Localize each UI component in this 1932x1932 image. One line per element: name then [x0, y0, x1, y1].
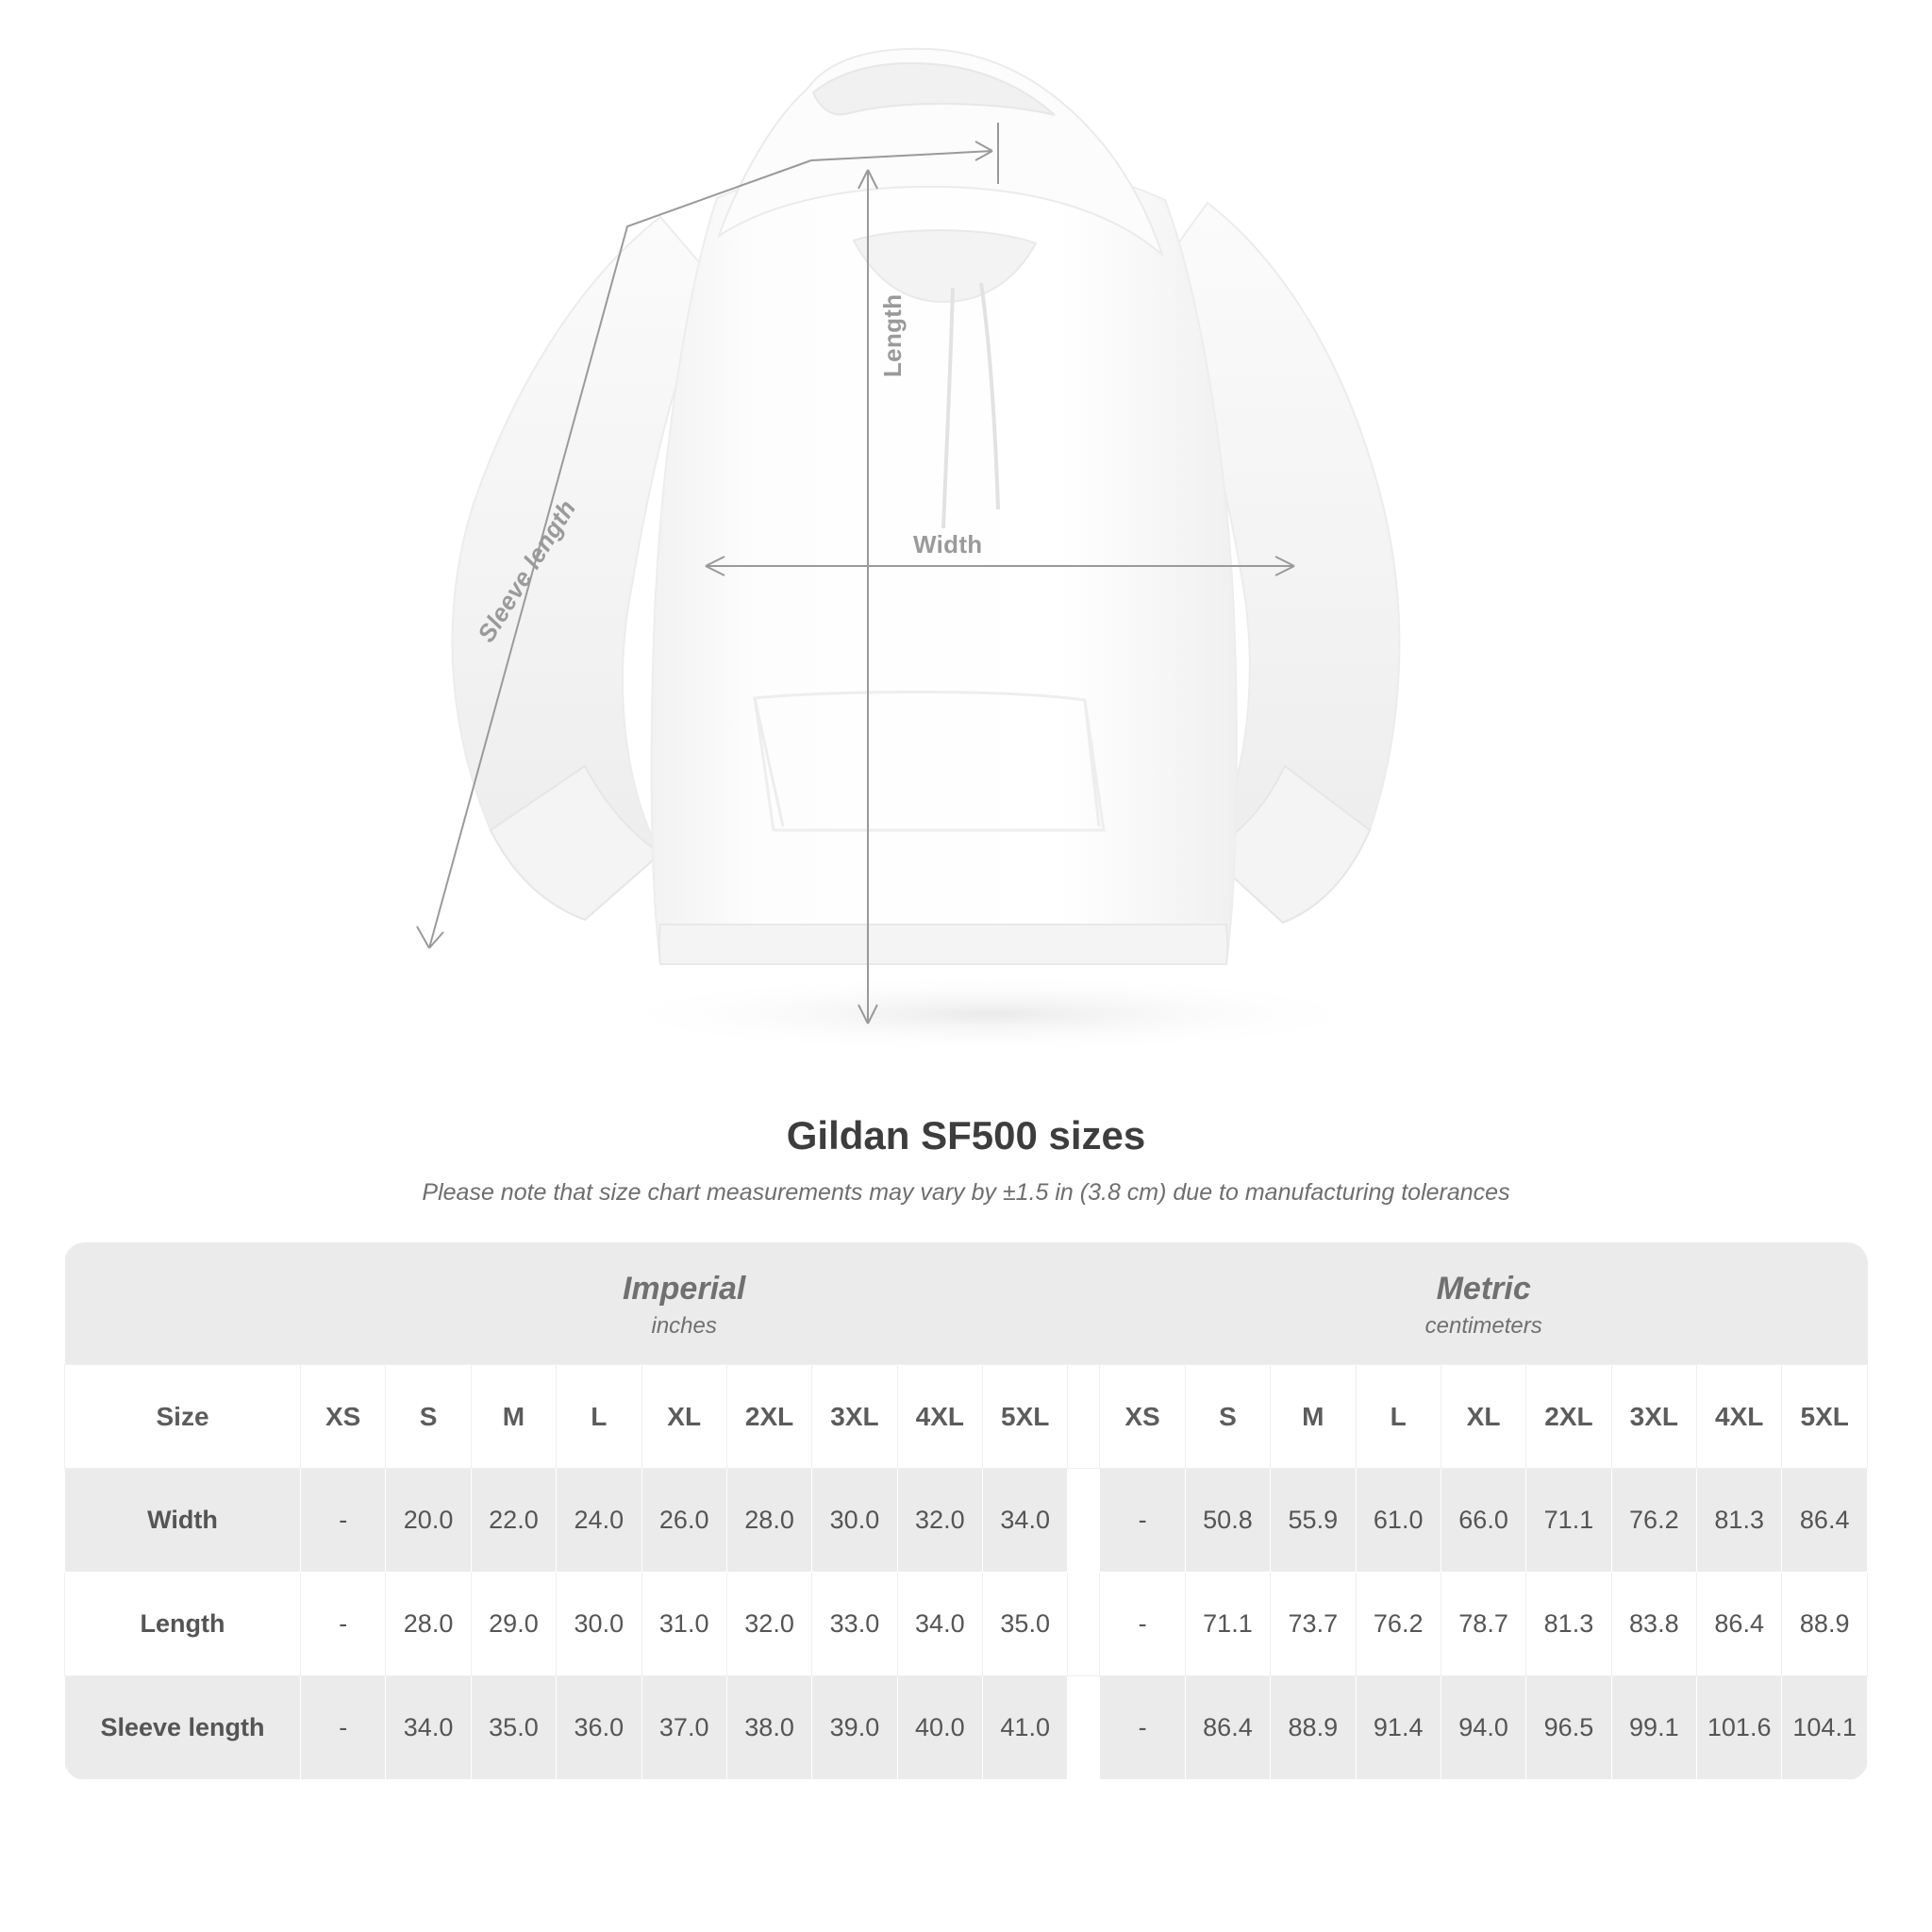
cell: 36.0 — [557, 1676, 641, 1780]
row-spacer — [1068, 1573, 1100, 1676]
cell: 37.0 — [641, 1676, 726, 1780]
size-header-row — [65, 1365, 1868, 1469]
cell: 26.0 — [641, 1469, 726, 1573]
cell: 71.1 — [1185, 1573, 1270, 1676]
cell: 34.0 — [386, 1676, 471, 1780]
cell: 22.0 — [471, 1469, 556, 1573]
row-label-width: Width — [65, 1469, 301, 1573]
cell: - — [1100, 1573, 1185, 1676]
length-dimension-label: Length — [878, 293, 907, 377]
cell: 30.0 — [812, 1469, 897, 1573]
cell: 34.0 — [897, 1573, 982, 1676]
cell: - — [1100, 1676, 1185, 1780]
cell: 99.1 — [1611, 1676, 1696, 1780]
cell: 81.3 — [1526, 1573, 1611, 1676]
cell: 41.0 — [983, 1676, 1068, 1780]
header-met-5xl: 5XL — [1782, 1365, 1868, 1469]
cell: 38.0 — [726, 1676, 811, 1780]
row-label-length: Length — [65, 1573, 301, 1676]
unit-header-row — [65, 1242, 1868, 1365]
header-met-m: M — [1271, 1365, 1356, 1469]
cell: 76.2 — [1611, 1469, 1696, 1573]
row-spacer — [1068, 1676, 1100, 1780]
unit-spacer-cell — [1068, 1242, 1100, 1365]
cell: 83.8 — [1611, 1573, 1696, 1676]
cell: 35.0 — [983, 1573, 1068, 1676]
cell: 29.0 — [471, 1573, 556, 1676]
header-imp-xs: XS — [301, 1365, 386, 1469]
cell: 91.4 — [1356, 1676, 1441, 1780]
header-imp-4xl: 4XL — [897, 1365, 982, 1469]
unit-imperial-sub: inches — [651, 1313, 717, 1340]
row-label-sleeve-length: Sleeve length — [65, 1676, 301, 1780]
cell: 94.0 — [1441, 1676, 1525, 1780]
size-table — [64, 1242, 1868, 1780]
cell: 55.9 — [1271, 1469, 1356, 1573]
sleeve-length-dimension-label: Sleeve length — [472, 494, 582, 647]
cell: 81.3 — [1697, 1469, 1782, 1573]
page-title: Gildan SF500 sizes — [786, 1113, 1146, 1158]
header-met-2xl: 2XL — [1526, 1365, 1611, 1469]
cell: 78.7 — [1441, 1573, 1525, 1676]
unit-imperial-cell — [301, 1242, 1068, 1365]
cell: 88.9 — [1271, 1676, 1356, 1780]
header-met-4xl: 4XL — [1697, 1365, 1782, 1469]
cell: 86.4 — [1782, 1469, 1868, 1573]
cell: 96.5 — [1526, 1676, 1611, 1780]
header-imp-s: S — [386, 1365, 471, 1469]
cell: 101.6 — [1697, 1676, 1782, 1780]
header-imp-3xl: 3XL — [812, 1365, 897, 1469]
cell: 32.0 — [726, 1573, 811, 1676]
header-imp-5xl: 5XL — [983, 1365, 1068, 1469]
cell: 76.2 — [1356, 1573, 1441, 1676]
tolerance-note: Please note that size chart measurements may vary by ±1.5 in (3.8 cm) due to manufacturing tolerances — [422, 1179, 1510, 1206]
header-imp-m: M — [471, 1365, 556, 1469]
size-table-container — [64, 1242, 1868, 1780]
cell: 104.1 — [1782, 1676, 1868, 1780]
cell: 32.0 — [897, 1469, 982, 1573]
header-imp-xl: XL — [641, 1365, 726, 1469]
cell: 86.4 — [1185, 1676, 1270, 1780]
header-met-s: S — [1185, 1365, 1270, 1469]
cell: 86.4 — [1697, 1573, 1782, 1676]
cell: 61.0 — [1356, 1469, 1441, 1573]
table-row — [65, 1469, 1868, 1573]
unit-metric-cell — [1100, 1242, 1868, 1365]
cell: 28.0 — [386, 1573, 471, 1676]
size-label-cell: Size — [65, 1365, 301, 1469]
unit-imperial-name: Imperial — [622, 1271, 746, 1307]
header-met-xl: XL — [1441, 1365, 1525, 1469]
cell: 88.9 — [1782, 1573, 1868, 1676]
cell: 30.0 — [557, 1573, 641, 1676]
cell: 39.0 — [812, 1676, 897, 1780]
cell: 24.0 — [557, 1469, 641, 1573]
cell: - — [301, 1676, 386, 1780]
width-dimension-label: Width — [913, 530, 983, 558]
cell: 20.0 — [386, 1469, 471, 1573]
header-met-xs: XS — [1100, 1365, 1185, 1469]
unit-metric-sub: centimeters — [1424, 1313, 1542, 1340]
header-imp-l: L — [557, 1365, 641, 1469]
unit-metric-name: Metric — [1436, 1271, 1531, 1307]
row-spacer — [1068, 1469, 1100, 1573]
cell: 40.0 — [897, 1676, 982, 1780]
cell: 34.0 — [983, 1469, 1068, 1573]
cell: 28.0 — [726, 1469, 811, 1573]
header-met-3xl: 3XL — [1611, 1365, 1696, 1469]
table-row — [65, 1676, 1868, 1780]
header-imp-2xl: 2XL — [726, 1365, 811, 1469]
cell: 66.0 — [1441, 1469, 1525, 1573]
cell: - — [1100, 1469, 1185, 1573]
cell: 33.0 — [812, 1573, 897, 1676]
cell: 50.8 — [1185, 1469, 1270, 1573]
cell: 73.7 — [1271, 1573, 1356, 1676]
unit-corner-cell — [65, 1242, 301, 1365]
cell: 35.0 — [471, 1676, 556, 1780]
title-block — [0, 1113, 1932, 1207]
header-met-l: L — [1356, 1365, 1441, 1469]
table-row — [65, 1573, 1868, 1676]
cell: - — [301, 1469, 386, 1573]
header-spacer — [1068, 1365, 1100, 1469]
cell: 71.1 — [1526, 1469, 1611, 1573]
cell: 31.0 — [641, 1573, 726, 1676]
cell: - — [301, 1573, 386, 1676]
